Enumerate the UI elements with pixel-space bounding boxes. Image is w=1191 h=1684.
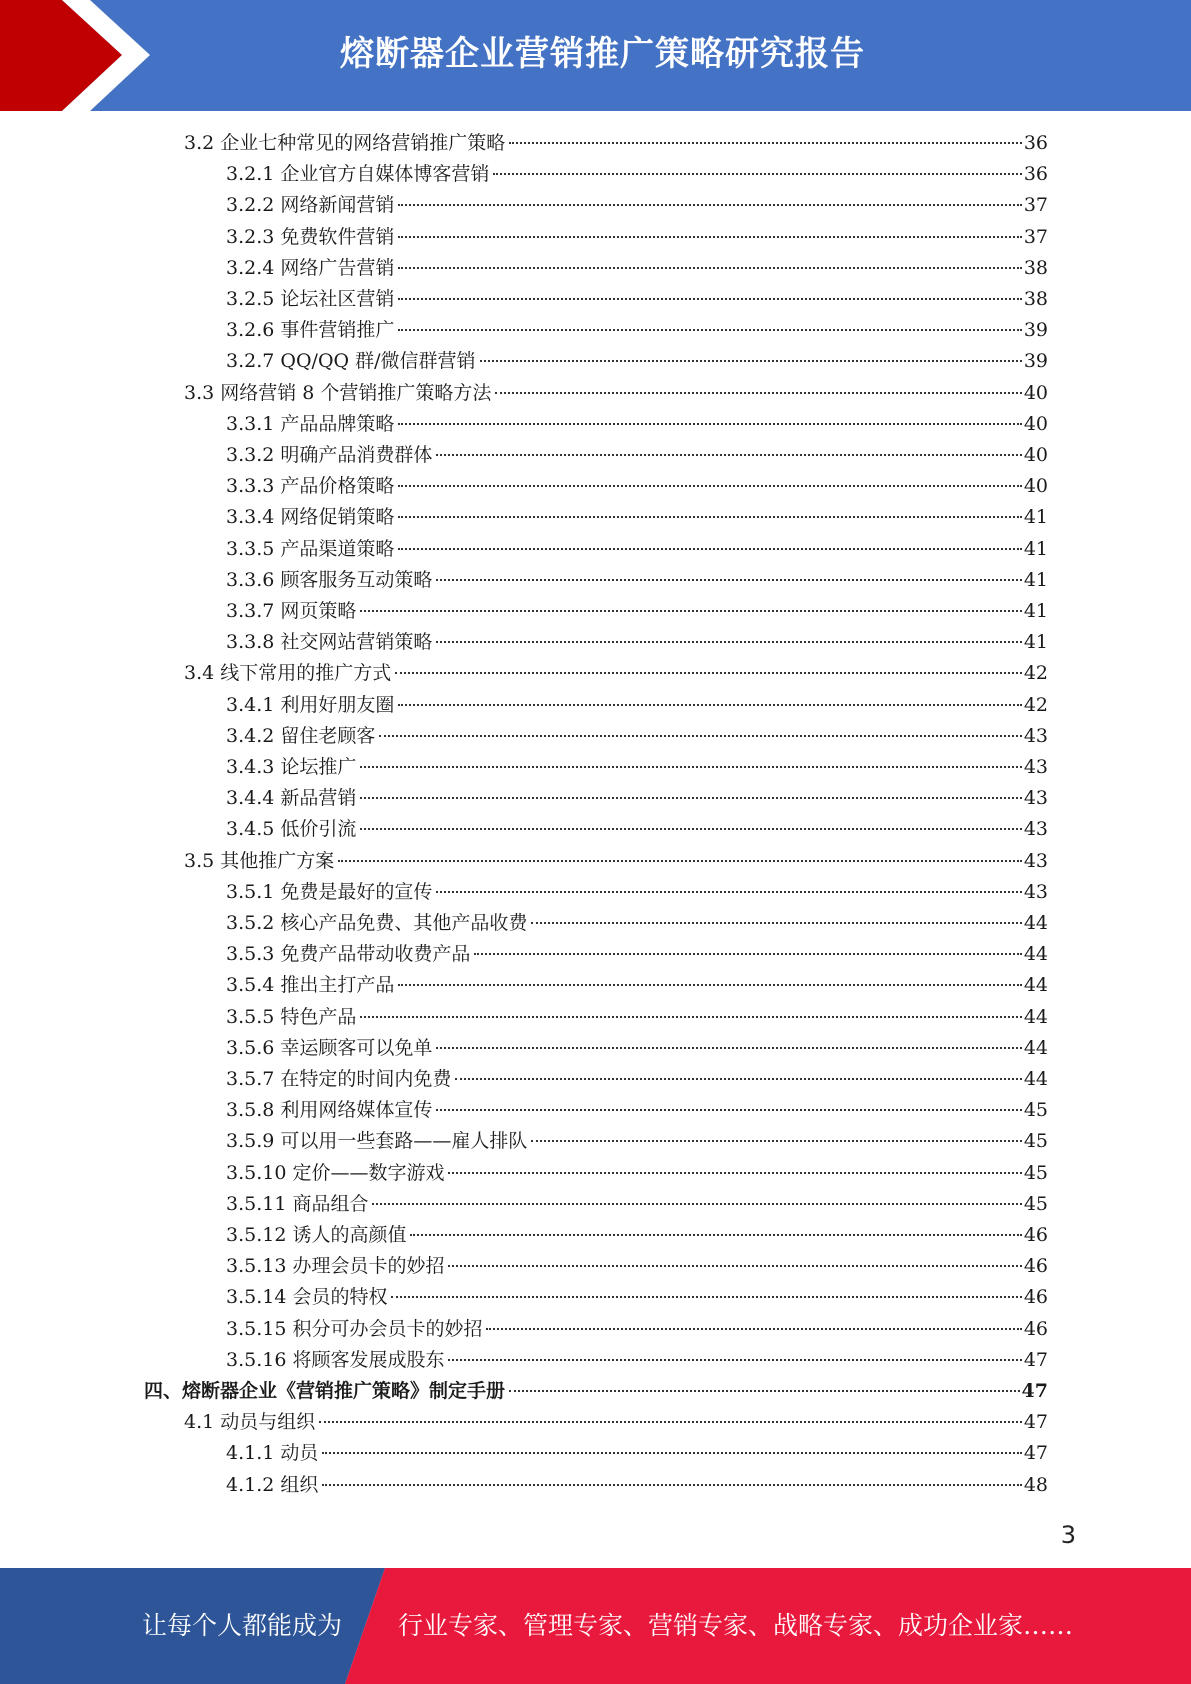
toc-entry[interactable] [226,565,1048,596]
toc-entry-title: 3.5.11 商品组合 [226,1192,369,1215]
toc-entry[interactable] [226,1470,1048,1501]
toc-entry[interactable] [226,627,1048,658]
toc-entry[interactable] [226,1189,1048,1220]
toc-entry-title: 3.5.16 将顾客发展成股东 [226,1348,445,1371]
toc-dot-leader [360,796,1021,799]
toc-entry-title: 3.3.8 社交网站营销策略 [226,631,433,654]
toc-dot-leader [398,547,1021,550]
toc-entry-page: 41 [1023,631,1048,654]
toc-entry-page: 41 [1023,568,1048,591]
toc-entry-page: 43 [1023,818,1048,841]
toc-entry-page: 44 [1023,1036,1048,1059]
toc-entry-title: 3.5.8 利用网络媒体宣传 [226,1099,433,1122]
toc-entry-title: 3.5.5 特色产品 [226,1005,357,1028]
toc-entry-title: 3.5.1 免费是最好的宣传 [226,880,433,903]
toc-dot-leader [379,734,1021,737]
toc-entry[interactable] [226,471,1048,502]
toc-entry-title: 3.2.7 QQ/QQ 群/微信群营销 [226,350,476,373]
toc-dot-leader [338,859,1022,862]
toc-dot-leader [448,1264,1021,1267]
toc-entry-page: 40 [1023,381,1048,404]
toc-entry-title: 3.3.2 明确产品消费群体 [226,444,433,466]
toc-dot-leader [322,1451,1021,1454]
toc-entry-title: 3.2.5 论坛社区营销 [226,288,395,310]
toc-entry[interactable] [226,752,1048,783]
toc-entry[interactable] [226,534,1048,565]
toc-entry-title: 3.5.2 核心产品免费、其他产品收费 [226,912,528,934]
toc-entry[interactable] [226,253,1048,284]
toc-entry-page: 40 [1023,444,1048,466]
toc-entry-page: 36 [1023,163,1048,186]
toc-dot-leader [372,1202,1021,1205]
toc-entry-page: 43 [1023,724,1048,747]
toc-entry-page: 39 [1023,350,1048,373]
toc-entry-title: 3.4.4 新品营销 [226,787,357,810]
toc-entry-page: 43 [1023,849,1048,872]
toc-entry[interactable] [226,190,1048,221]
toc-dot-leader [486,1327,1021,1330]
toc-entry-page: 46 [1023,1255,1048,1278]
toc-entry-page: 46 [1023,1286,1048,1309]
toc-dot-leader [436,640,1021,643]
toc-entry-page: 40 [1023,412,1048,435]
toc-dot-leader [509,141,1022,144]
toc-entry-page: 47 [1023,1411,1048,1434]
toc-entry-title: 3.2.3 免费软件营销 [226,225,395,248]
toc-entry[interactable] [226,315,1048,346]
footer-slogan-left: 让每个人都能成为 [142,1611,343,1640]
toc-entry[interactable] [226,502,1048,533]
toc-dot-leader [322,1483,1021,1486]
toc-entry-title: 3.3.7 网页策略 [226,600,357,622]
toc-entry-title: 3.2.1 企业官方自媒体博客营销 [226,163,490,186]
toc-dot-leader [391,1295,1021,1298]
toc-entry-page: 46 [1023,1317,1048,1340]
toc-entry[interactable] [226,1314,1048,1345]
toc-entry[interactable] [226,970,1048,1001]
toc-entry-title: 3.5.9 可以用一些套路——雇人排队 [226,1130,528,1153]
toc-entry-page: 43 [1023,756,1048,778]
toc-dot-leader [398,235,1021,238]
toc-entry[interactable] [226,222,1048,253]
toc-dot-leader [398,484,1021,487]
toc-entry[interactable] [226,346,1048,377]
toc-entry-page: 45 [1023,1192,1048,1215]
toc-entry[interactable] [226,1033,1048,1064]
toc-entry-title: 3.4.2 留住老顾客 [226,724,376,747]
toc-dot-leader [319,1420,1022,1423]
toc-entry-page: 44 [1023,912,1048,934]
toc-entry-title: 3.3.4 网络促销策略 [226,506,395,529]
toc-dot-leader [398,422,1021,425]
toc-entry-page: 38 [1023,256,1048,279]
toc-entry[interactable] [226,783,1048,814]
toc-dot-leader [531,921,1021,924]
toc-entry[interactable] [226,877,1048,908]
toc-entry-title: 3.3.6 顾客服务互动策略 [226,568,433,591]
toc-entry-page: 44 [1023,943,1048,966]
toc-entry-page: 37 [1023,225,1048,248]
toc-dot-leader [480,359,1022,362]
toc-dot-leader [436,1108,1021,1111]
toc-entry-page: 47 [1023,1442,1048,1465]
toc-entry-title: 4.1 动员与组织 [184,1411,316,1434]
toc-entry-title: 3.2.2 网络新闻营销 [226,194,395,217]
toc-dot-leader [495,391,1021,394]
toc-entry[interactable] [226,1251,1048,1282]
toc-entry[interactable] [226,1064,1048,1095]
toc-entry-title: 3.5.6 幸运顾客可以免单 [226,1036,433,1059]
toc-entry[interactable] [226,1438,1048,1469]
toc-entry[interactable] [184,128,1048,159]
toc-dot-leader [436,453,1021,456]
toc-entry[interactable] [226,596,1048,627]
toc-entry[interactable] [226,1095,1048,1126]
toc-dot-leader [410,1233,1021,1236]
toc-entry[interactable] [226,1282,1048,1313]
toc-entry-title: 3.5.4 推出主打产品 [226,974,395,997]
toc-entry-page: 47 [1021,1380,1048,1402]
toc-dot-leader [455,1077,1021,1080]
toc-entry-title: 3.3 网络营销 8 个营销推广策略方法 [184,381,492,404]
toc-entry[interactable] [226,1158,1048,1189]
toc-entry-page: 37 [1023,194,1048,217]
toc-dot-leader [360,765,1021,768]
toc-entry[interactable] [226,1220,1048,1251]
toc-dot-leader [360,1015,1021,1018]
footer-slogan-right: 行业专家、管理专家、营销专家、战略专家、成功企业家…… [398,1611,1074,1640]
toc-entry-title: 3.5.13 办理会员卡的妙招 [226,1255,445,1278]
document-title: 熔断器企业营销推广策略研究报告 [340,34,865,74]
toc-entry-page: 41 [1023,537,1048,560]
toc-entry-page: 41 [1023,600,1048,622]
toc-entry[interactable] [226,939,1048,970]
toc-entry-page: 43 [1023,787,1048,810]
toc-entry-title: 3.5.7 在特定的时间内免费 [226,1068,452,1090]
toc-entry[interactable] [226,1002,1048,1033]
toc-entry-title: 3.5 其他推广方案 [184,849,335,872]
toc-entry[interactable] [226,690,1048,721]
toc-entry-title: 3.4.3 论坛推广 [226,756,357,778]
toc-entry[interactable] [226,409,1048,440]
toc-entry-title: 4.1.2 组织 [226,1473,319,1496]
toc-entry[interactable] [226,159,1048,190]
toc-entry-title: 3.5.10 定价——数字游戏 [226,1161,445,1184]
toc-dot-leader [531,1139,1021,1142]
toc-entry-page: 44 [1023,974,1048,997]
toc-entry-page: 41 [1023,506,1048,529]
toc-dot-leader [398,703,1021,706]
toc-dot-leader [474,952,1021,955]
toc-entry-page: 46 [1023,1224,1048,1246]
toc-entry[interactable] [226,814,1048,845]
toc-dot-leader [398,328,1021,331]
toc-entry[interactable] [226,908,1048,939]
toc-entry-page: 47 [1023,1348,1048,1371]
toc-dot-leader [509,1389,1020,1392]
toc-dot-leader [395,671,1022,674]
toc-entry[interactable] [226,440,1048,471]
toc-dot-leader [398,297,1021,300]
toc-entry-title: 3.3.3 产品价格策略 [226,475,395,498]
toc-entry[interactable] [184,658,1048,689]
toc-dot-leader [398,203,1021,206]
toc-dot-leader [360,609,1021,612]
toc-entry[interactable] [184,846,1048,877]
toc-entry[interactable] [184,1407,1048,1438]
toc-entry-page: 42 [1023,693,1048,716]
toc-entry-page: 45 [1023,1099,1048,1122]
toc-dot-leader [436,578,1021,581]
toc-entry-page: 38 [1023,288,1048,310]
toc-dot-leader [398,266,1021,269]
toc-entry-title: 4.1.1 动员 [226,1442,319,1465]
toc-entry-title: 3.4.1 利用好朋友圈 [226,693,395,716]
toc-entry[interactable] [226,721,1048,752]
page-header [0,0,1191,111]
toc-entry-title: 3.5.12 诱人的高颜值 [226,1224,407,1246]
toc-entry-title: 3.3.1 产品品牌策略 [226,412,395,435]
toc-entry-page: 36 [1023,132,1048,154]
toc-dot-leader [448,1171,1021,1174]
toc-entry-page: 42 [1023,662,1048,685]
toc-entry-title: 3.5.15 积分可办会员卡的妙招 [226,1317,483,1340]
toc-entry-title: 3.2.4 网络广告营销 [226,256,395,279]
toc-entry-title: 3.4 线下常用的推广方式 [184,662,392,685]
toc-entry-page: 45 [1023,1161,1048,1184]
page-footer [0,1568,1191,1684]
toc-dot-leader [493,172,1021,175]
toc-entry-title: 3.2 企业七种常见的网络营销推广策略 [184,132,506,154]
toc-entry-page: 39 [1023,319,1048,342]
toc-entry-page: 48 [1023,1473,1048,1496]
toc-entry-page: 40 [1023,475,1048,498]
toc-entry-title: 3.4.5 低价引流 [226,818,357,841]
toc-entry-page: 43 [1023,880,1048,903]
toc-dot-leader [448,1358,1021,1361]
toc-entry-title: 3.5.3 免费产品带动收费产品 [226,943,471,966]
toc-entry-title: 3.5.14 会员的特权 [226,1286,388,1309]
toc-entry[interactable] [184,378,1048,409]
toc-dot-leader [398,515,1021,518]
toc-entry[interactable] [144,1376,1048,1407]
toc-entry-page: 44 [1023,1005,1048,1028]
toc-entry-title: 3.3.5 产品渠道策略 [226,537,395,560]
toc-entry[interactable] [226,1126,1048,1157]
toc-entry[interactable] [226,1345,1048,1376]
toc-entry-title: 3.2.6 事件营销推广 [226,319,395,342]
toc-entry-title: 四、熔断器企业《营销推广策略》制定手册 [144,1380,506,1402]
toc-dot-leader [436,1046,1021,1049]
toc-dot-leader [360,827,1021,830]
page-number: 3 [1060,1521,1076,1549]
toc-dot-leader [436,890,1021,893]
toc-entry-page: 45 [1023,1130,1048,1153]
toc-entry-page: 44 [1023,1068,1048,1090]
toc-entry[interactable] [226,284,1048,315]
toc-dot-leader [398,983,1021,986]
